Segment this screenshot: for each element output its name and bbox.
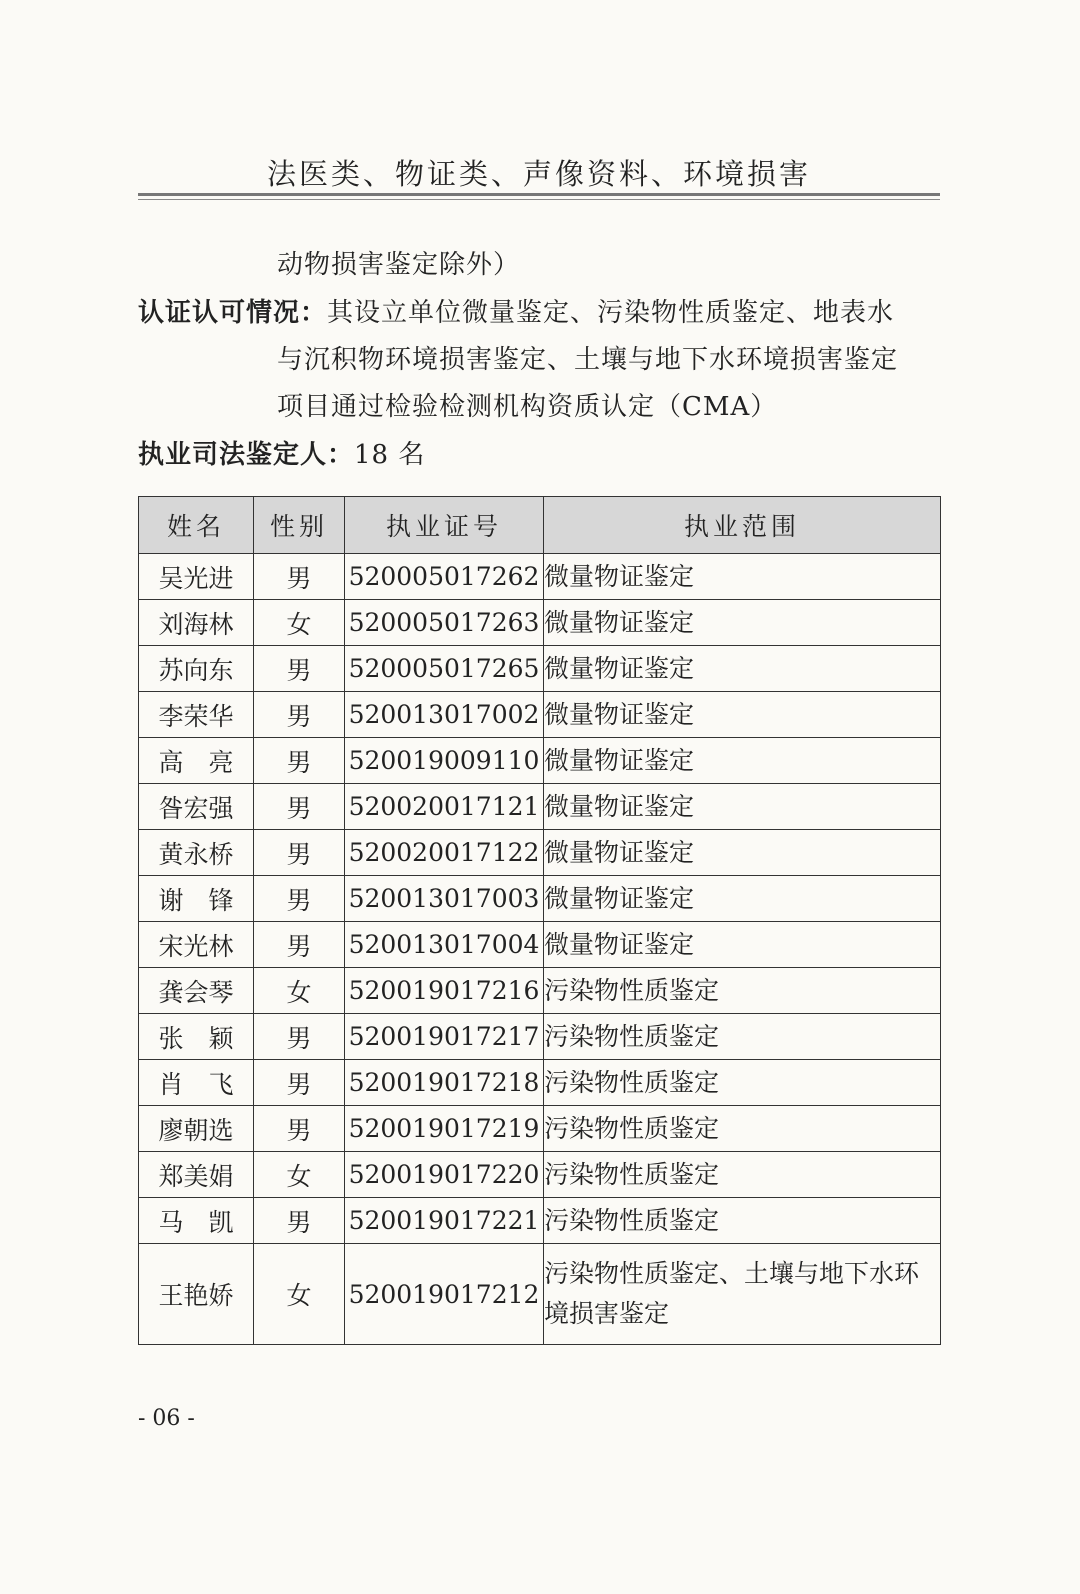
cell-name: 马 凯 [139,1198,254,1244]
table-row [139,830,941,876]
cell-gender: 男 [254,554,345,600]
cell-scope: 污染物性质鉴定 [544,1014,941,1060]
cell-scope: 污染物性质鉴定、土壤与地下水环境损害鉴定 [544,1244,941,1345]
continuation-text: 动物损害鉴定除外） [277,250,521,280]
cell-name: 高 亮 [139,738,254,784]
cell-scope: 微量物证鉴定 [544,600,941,646]
cell-name: 张 颖 [139,1014,254,1060]
cell-cert: 520019017219 [345,1106,544,1152]
cell-scope: 污染物性质鉴定 [544,1106,941,1152]
table-row [139,1106,941,1152]
certification-label: 认证认可情况： [138,298,328,328]
cell-cert: 520019017220 [345,1152,544,1198]
cell-name: 吴光进 [139,554,254,600]
appraisers-label: 执业司法鉴定人： [138,440,355,470]
cell-cert: 520005017263 [345,600,544,646]
table-row [139,1152,941,1198]
cell-gender: 男 [254,922,345,968]
certification-line-1 [138,292,894,329]
cell-scope: 污染物性质鉴定 [544,1152,941,1198]
cell-gender: 女 [254,600,345,646]
appraisers-line [138,434,425,471]
table-row [139,738,941,784]
cell-gender: 男 [254,738,345,784]
cell-name: 谢 锋 [139,876,254,922]
cell-name: 郑美娟 [139,1152,254,1198]
cell-name: 刘海林 [139,600,254,646]
cell-scope: 污染物性质鉴定 [544,1060,941,1106]
cell-cert: 520019017218 [345,1060,544,1106]
cell-name: 龚会琴 [139,968,254,1014]
cell-cert: 520020017121 [345,784,544,830]
cell-scope: 微量物证鉴定 [544,554,941,600]
cell-cert: 520013017002 [345,692,544,738]
cell-gender: 男 [254,830,345,876]
header-name: 姓名 [139,497,254,554]
cell-name: 王艳娇 [139,1244,254,1345]
cell-gender: 女 [254,1152,345,1198]
cell-name: 宋光林 [139,922,254,968]
table-row [139,1198,941,1244]
header-cert: 执业证号 [345,497,544,554]
cell-cert: 520013017004 [345,922,544,968]
table-header-row [139,497,941,554]
cell-cert: 520005017262 [345,554,544,600]
cell-scope: 污染物性质鉴定 [544,968,941,1014]
cell-gender: 男 [254,1014,345,1060]
cell-cert: 520013017003 [345,876,544,922]
cell-gender: 男 [254,876,345,922]
cell-scope: 微量物证鉴定 [544,876,941,922]
table-row [139,554,941,600]
cell-cert: 520005017265 [345,646,544,692]
cell-gender: 男 [254,692,345,738]
cell-gender: 女 [254,1244,345,1345]
certification-text-1: 其设立单位微量鉴定、污染物性质鉴定、地表水 [327,298,895,328]
cell-scope: 微量物证鉴定 [544,646,941,692]
table-row [139,968,941,1014]
cell-name: 李荣华 [139,692,254,738]
cell-scope: 微量物证鉴定 [544,922,941,968]
cell-gender: 男 [254,646,345,692]
table-row [139,1060,941,1106]
certification-text-3: 项目通过检验检测机构资质认定（CMA） [277,392,778,422]
cell-cert: 520019017221 [345,1198,544,1244]
cell-gender: 男 [254,1106,345,1152]
cell-cert: 520019017212 [345,1244,544,1345]
table-row [139,600,941,646]
cell-gender: 男 [254,1060,345,1106]
table-row [139,1014,941,1060]
table-row [139,784,941,830]
header-scope: 执业范围 [544,497,941,554]
cell-name: 廖朝选 [139,1106,254,1152]
cell-gender: 男 [254,784,345,830]
cell-cert: 520019009110 [345,738,544,784]
cell-name: 黄永桥 [139,830,254,876]
cell-scope: 微量物证鉴定 [544,738,941,784]
cell-name: 肖 飞 [139,1060,254,1106]
certification-text-2: 与沉积物环境损害鉴定、土壤与地下水环境损害鉴定 [277,345,899,375]
cell-cert: 520019017217 [345,1014,544,1060]
table-row [139,876,941,922]
header-gender: 性别 [254,497,345,554]
cell-scope: 微量物证鉴定 [544,784,941,830]
table-row [139,922,941,968]
cell-gender: 女 [254,968,345,1014]
cell-cert: 520019017216 [345,968,544,1014]
cell-name: 昝宏强 [139,784,254,830]
cell-scope: 微量物证鉴定 [544,692,941,738]
cell-scope: 微量物证鉴定 [544,830,941,876]
table-row [139,1244,941,1345]
header-rule-thin [138,199,940,200]
cell-scope: 污染物性质鉴定 [544,1198,941,1244]
table-row [139,646,941,692]
cell-name: 苏向东 [139,646,254,692]
running-header: 法医类、物证类、声像资料、环境损害 [266,157,811,191]
table-row [139,692,941,738]
appraiser-table [138,496,941,1345]
cell-gender: 男 [254,1198,345,1244]
header-rule [138,193,940,196]
cell-cert: 520020017122 [345,830,544,876]
appraisers-count: 18 名 [354,440,426,470]
page-number: - 06 - [138,1406,195,1431]
